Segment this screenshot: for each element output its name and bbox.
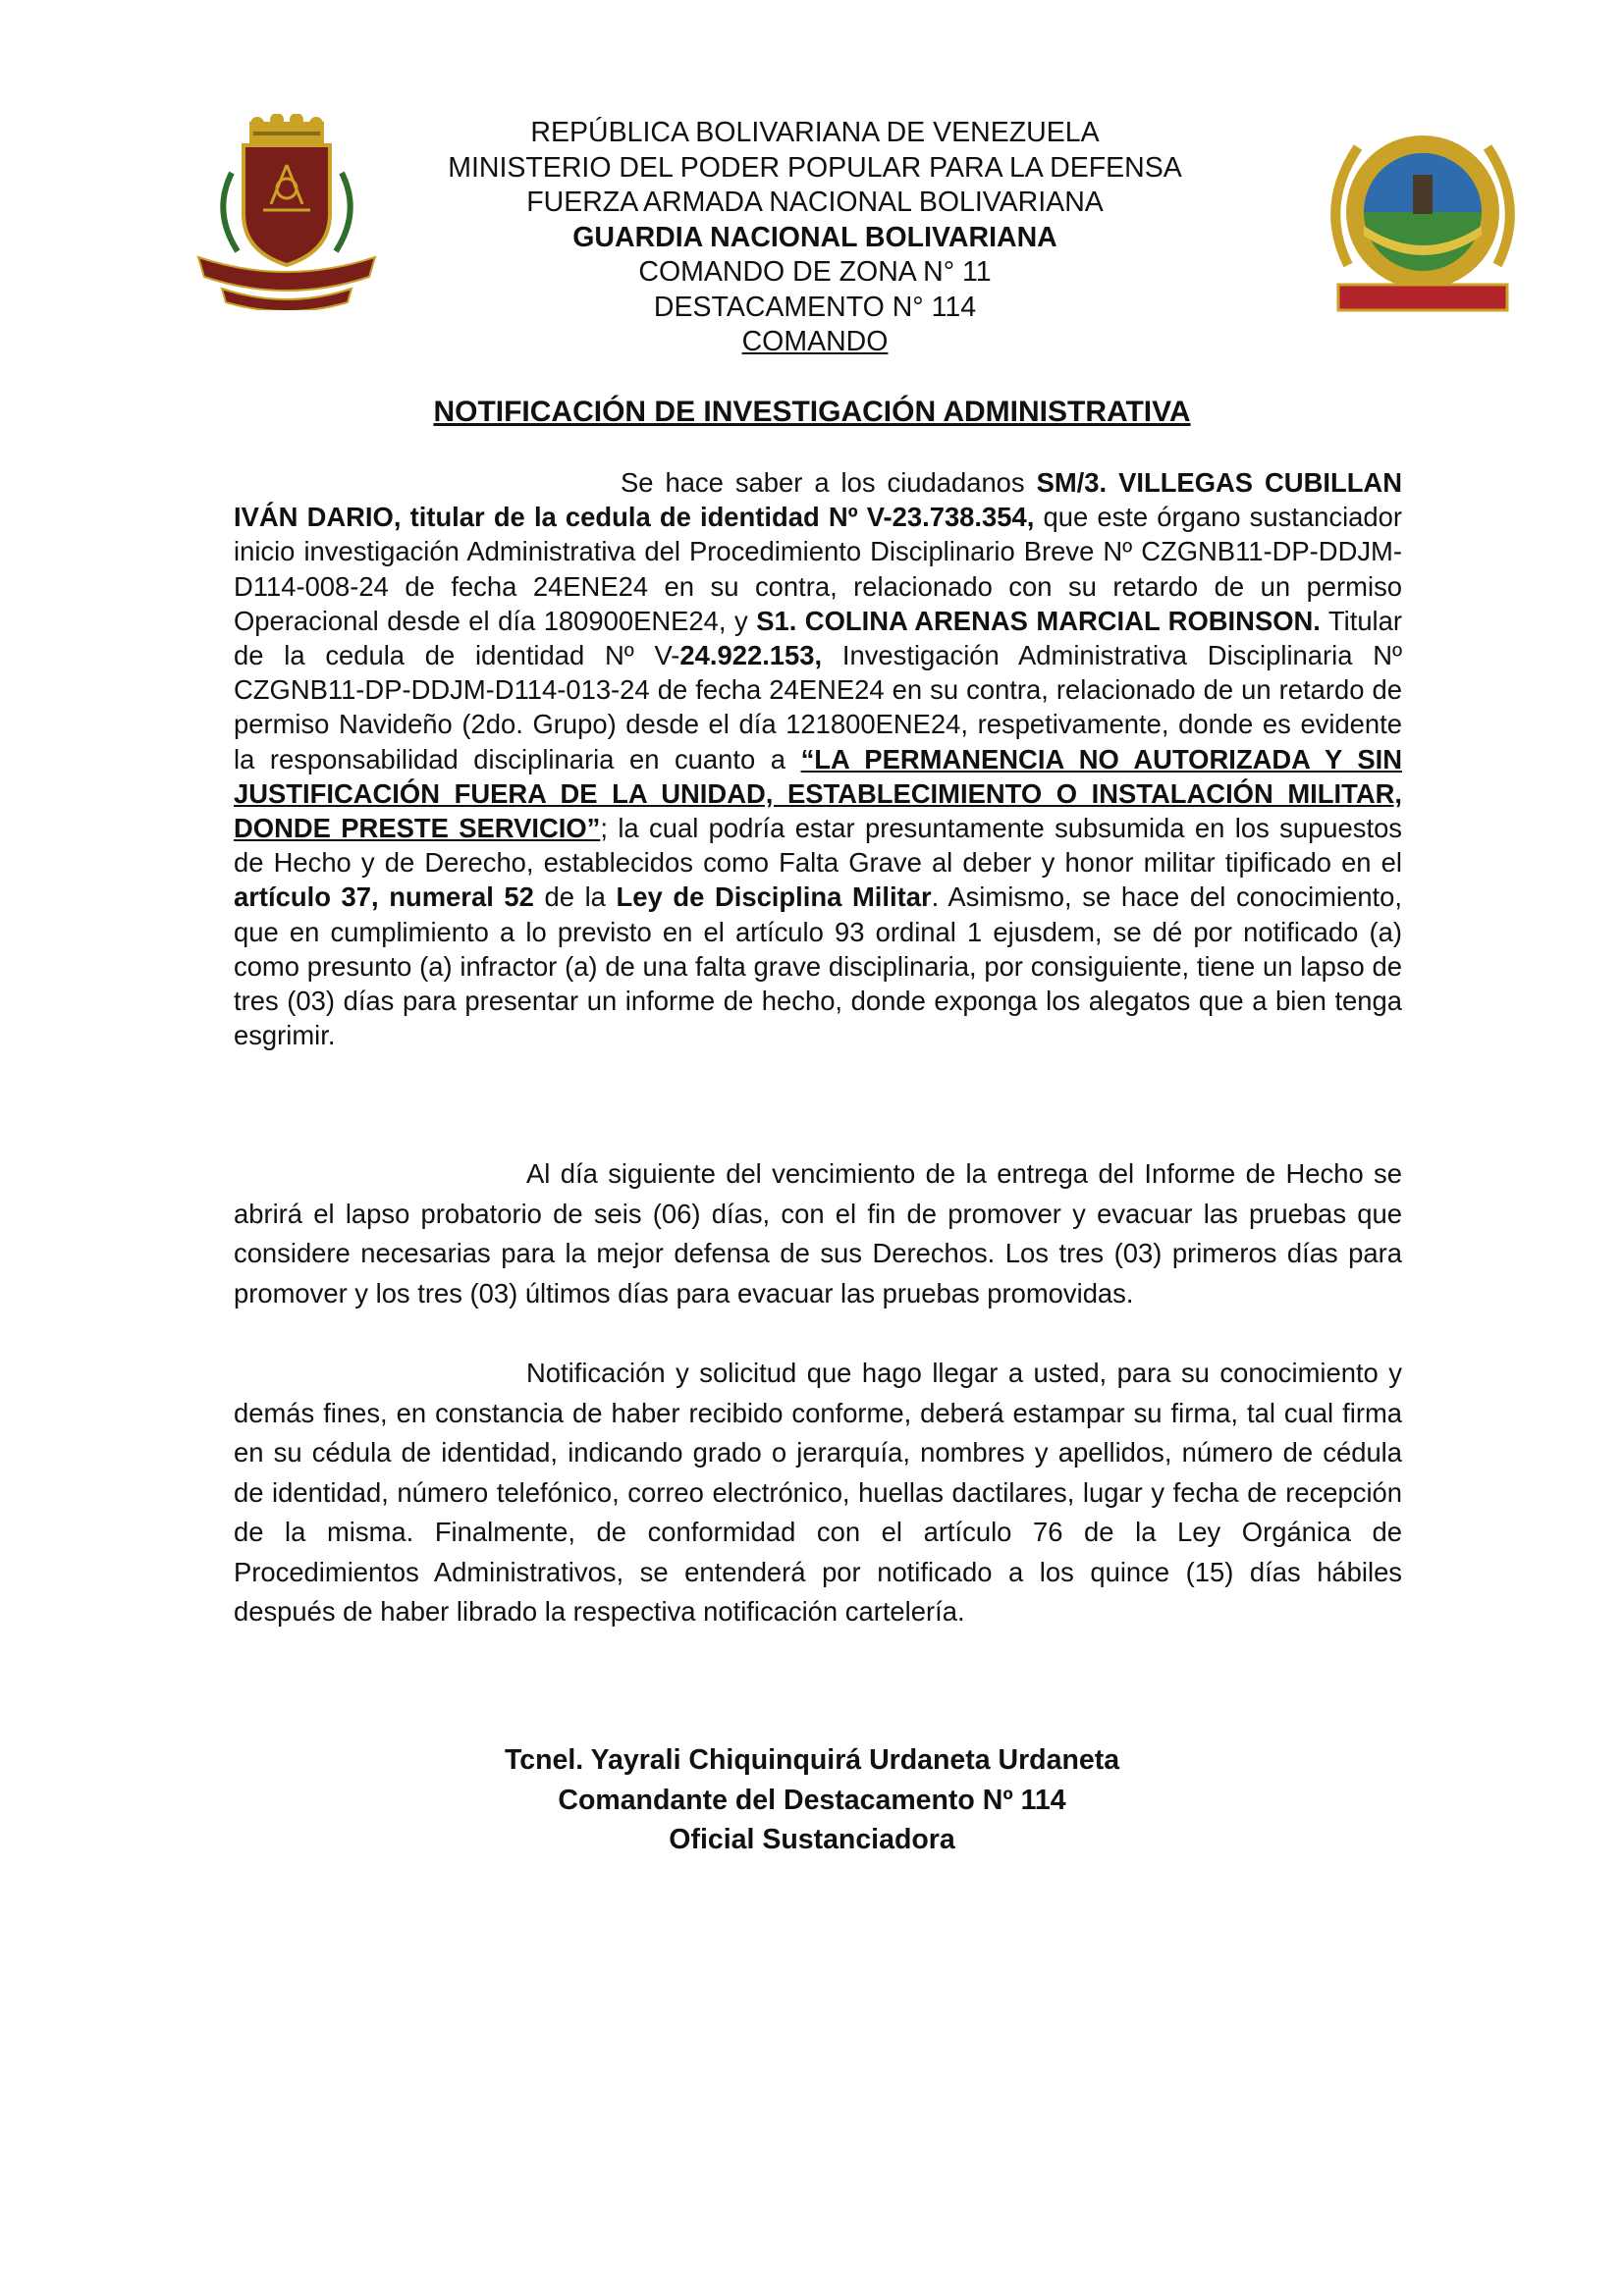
text-run: que este órgano sustanciador inicio investigación Administrativa del Procedimiento Disciplinario Breve Nº CZGNB11-DP-DDJM- D114-008-24 de fecha 24ENE24 en su contra, relacionado con su retardo de un permiso Operacional desde el día 180900ENE24, y (234, 502, 1402, 636)
offense-description: “LA PERMANENCIA NO AUTORIZADA Y SIN JUSTIFICACIÓN FUERA DE LA UNIDAD, ESTABLECIMIENTO O INSTALACIÓN MILITAR, DONDE PRESTE SERVICIO” (234, 743, 1402, 844)
document-title: NOTIFICACIÓN DE INVESTIGACIÓN ADMINISTRATIVA (433, 396, 1191, 428)
second-citizen-name: S1. COLINA ARENAS MARCIAL ROBINSON. (756, 605, 1321, 636)
signer-position: Comandante del Destacamento Nº 114 (558, 1784, 1066, 1816)
signature-block (0, 1740, 1624, 1860)
article-reference: artículo 37, numeral 52 (234, 881, 534, 913)
evidence-period-text: Al día siguiente del vencimiento de la entrega del Informe de Hecho se abrirá el lapso probatorio de seis (06) días, con el fin de promover y evacuar las pruebas que considere necesarias para la mejor defensa de sus Derechos. Los tres (03) primeros días para promover y los tres (03) últimos días para evacuar las pruebas promovidas. (234, 1158, 1402, 1308)
acknowledgment-paragraph (234, 1354, 1402, 1632)
acknowledgment-text: Notificación y solicitud que hago llegar a usted, para su conocimiento y demás fines, en constancia de haber recibido conforme, deberá estampar su firma, tal cual firma en su cédula de identidad, indicando grado o jerarquía, nombres y apellidos, número de cédula de identidad, número telefónico, correo electrónico, huellas dactilares, lugar y fecha de recepción de la misma. Finalmente, de conformidad con el artículo 76 de la Ley Orgánica de Procedimientos Administrativos, se entenderá por notificado a los quince (15) días hábiles después de haber librado la respectiva notificación cartelería. (234, 1358, 1402, 1627)
header-zone-command: COMANDO DE ZONA N° 11 (638, 256, 992, 288)
document-header (373, 116, 1257, 360)
signer-name: Tcnel. Yayrali Chiquinquirá Urdaneta Urdaneta (504, 1744, 1120, 1776)
header-detachment: DESTACAMENTO N° 114 (653, 291, 977, 323)
destacamento-badge-icon (1319, 118, 1527, 328)
header-command: COMANDO (741, 326, 889, 357)
law-reference: Ley de Disciplina Militar (616, 881, 932, 913)
gnb-shield-icon (192, 114, 381, 310)
signer-role: Oficial Sustanciadora (669, 1824, 955, 1855)
header-ministry: MINISTERIO DEL PODER POPULAR PARA LA DEFENSA (448, 151, 1182, 184)
text-run: ; la cual podría estar presuntamente subsumida en los supuestos de Hecho y de Derecho, establecidos como Falta Grave al deber y honor militar tipificado en el (234, 813, 1402, 879)
text-run: Investigación Administrativa Disciplinaria Nº CZGNB11-DP-DDJM-D114-013-24 de fecha 24ENE24 en su contra, relacionado de un retardo de permiso Navideño (2do. Grupo) desde el día 121800ENE24, respetivamente, donde es evidente la responsabilidad disciplinaria en cuanto a (234, 640, 1402, 774)
second-citizen-id: 24.922.153, (679, 640, 823, 671)
text-run: Se hace saber a los ciudadanos (621, 467, 1037, 498)
header-guard: GUARDIA NACIONAL BOLIVARIANA (572, 221, 1057, 253)
text-run: . Asimismo, se hace del conocimiento, que en cumplimiento a lo previsto en el artículo 93 ordinal 1 ejusdem, se dé por notificado (a) como presunto (a) infractor (a) de una falta grave disciplinaria, por consiguiente, tiene un lapso de tres (03) días para presentar un informe de hecho, donde exponga los alegatos que a bien tenga esgrimir. (234, 881, 1402, 1051)
evidence-period-paragraph (234, 1154, 1402, 1313)
first-citizen-identification: SM/3. VILLEGAS CUBILLAN IVÁN DARIO, titular de la cedula de identidad Nº V-23.738.354, (234, 467, 1402, 533)
gnb-emblem-logo (192, 114, 381, 310)
text-run: Titular de la cedula de identidad Nº V- (234, 605, 1402, 671)
destacamento-114-logo (1319, 118, 1527, 328)
notification-paragraph (234, 465, 1402, 1052)
text-run: de la (533, 881, 617, 913)
header-armed-forces: FUERZA ARMADA NACIONAL BOLIVARIANA (526, 187, 1104, 218)
header-republic: REPÚBLICA BOLIVARIANA DE VENEZUELA (530, 117, 1100, 148)
